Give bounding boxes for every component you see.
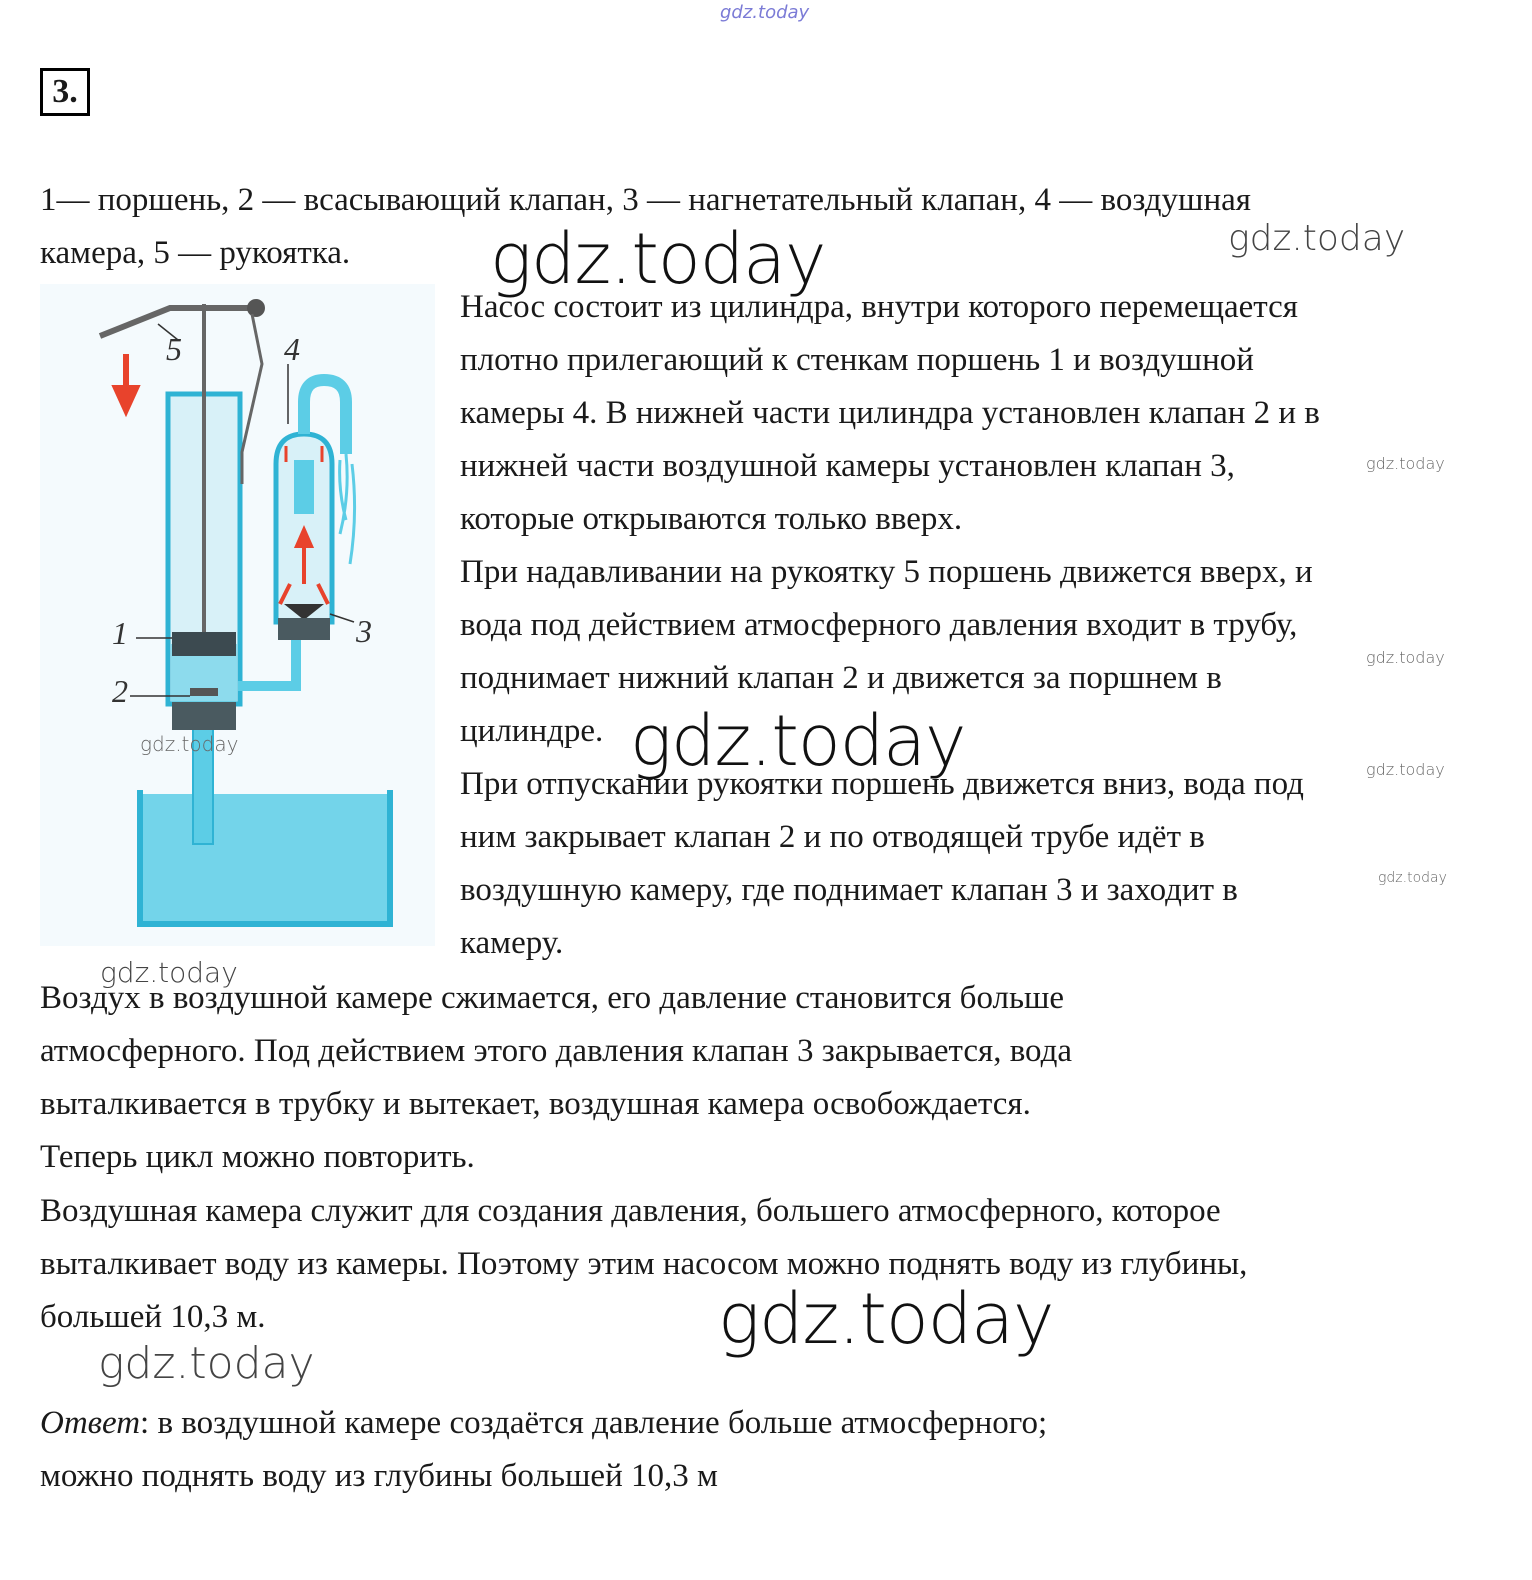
watermark-small: gdz.today — [140, 732, 239, 756]
legend-line: 1— поршень, 2 — всасывающий клапан, 3 — нагнетательный клапан, 4 — воздушная — [40, 182, 1251, 218]
label-piston: 1 — [112, 615, 128, 651]
watermark-top: gdz.today — [720, 2, 810, 23]
chamber-tube — [294, 460, 314, 514]
paragraph-line: большей 10,3 м. — [40, 1299, 266, 1335]
watermark-small: gdz.today — [1366, 648, 1445, 667]
paragraph-line: выталкивает воду из камеры. Поэтому этим насосом можно поднять воду из глубины, — [40, 1246, 1248, 1282]
watermark-large: gdz.today — [630, 700, 966, 782]
water-tank — [140, 794, 390, 924]
description-line: камеры 4. В нижней части цилиндра установлен клапан 2 и в — [460, 395, 1320, 431]
label-suction-valve: 2 — [112, 673, 128, 709]
description-line: При отпускании рукоятки поршень движется вниз, вода под — [460, 766, 1304, 802]
down-arrow — [116, 354, 136, 410]
watermark-large: gdz.today — [490, 218, 826, 300]
pressure-valve-seat — [278, 618, 330, 640]
legend-line: камера, 5 — рукоятка. — [40, 235, 351, 271]
description-line: камеру. — [460, 925, 564, 961]
pump-diagram — [40, 284, 435, 946]
watermark-large: gdz.today — [718, 1278, 1054, 1360]
outlet-pipe — [238, 634, 296, 686]
label-air-chamber: 4 — [284, 331, 300, 367]
description-line: ним закрывает клапан 2 и по отводящей трубе идёт в — [460, 819, 1205, 855]
label-pressure-valve: 3 — [356, 613, 372, 649]
suction-valve-top — [190, 688, 218, 696]
watermark-small: gdz.today — [1378, 870, 1447, 886]
watermark-small: gdz.today — [1366, 760, 1445, 779]
answer-line — [40, 1397, 1047, 1450]
suction-valve — [172, 702, 236, 730]
description-line: нижней части воздушной камеры установлен клапан 3, — [460, 448, 1235, 484]
paragraph-line: Воздух в воздушной камере сжимается, его давление становится больше — [40, 980, 1065, 1016]
handle-pivot — [247, 299, 265, 317]
paragraph-line: выталкивается в трубку и вытекает, воздушная камера освобождается. — [40, 1086, 1031, 1122]
description-line: плотно прилегающий к стенкам поршень 1 и воздушной — [460, 342, 1254, 378]
description-line: вода под действием атмосферного давления входит в трубу, — [460, 607, 1298, 643]
paragraph-line: атмосферного. Под действием этого давления клапан 3 закрывается, вода — [40, 1033, 1073, 1069]
task-number: 3. — [40, 68, 90, 116]
water-stream — [340, 454, 355, 564]
description-line: Насос состоит из цилиндра, внутри которого перемещается — [460, 289, 1298, 325]
answer-line: можно поднять воду из глубины большей 10,3 м — [40, 1458, 718, 1494]
handle-link — [242, 314, 262, 484]
description-line: которые открываются только вверх. — [460, 501, 963, 537]
description-line: При надавливании на рукоятку 5 поршень движется вверх, и — [460, 554, 1313, 590]
answer-label: Ответ — [40, 1405, 141, 1441]
description-line: цилиндре. — [460, 713, 604, 749]
watermark-small: gdz.today — [1366, 454, 1445, 473]
watermark-medium: gdz.today — [100, 956, 238, 989]
paragraph-line: Воздушная камера служит для создания давления, большего атмосферного, которое — [40, 1193, 1221, 1229]
label-handle: 5 — [166, 331, 182, 367]
piston — [172, 632, 236, 656]
description-line: воздушную камеру, где поднимает клапан 3 и заходит в — [460, 872, 1238, 908]
answer-text: : в воздушной камере создаётся давление больше атмосферного; — [140, 1405, 1048, 1441]
pump-diagram-svg — [40, 284, 435, 946]
watermark-medium: gdz.today — [1228, 218, 1406, 259]
description-line: поднимает нижний клапан 2 и движется за поршнем в — [460, 660, 1222, 696]
watermark-medium: gdz.today — [98, 1338, 315, 1389]
paragraph-line: Теперь цикл можно повторить. — [40, 1139, 475, 1175]
